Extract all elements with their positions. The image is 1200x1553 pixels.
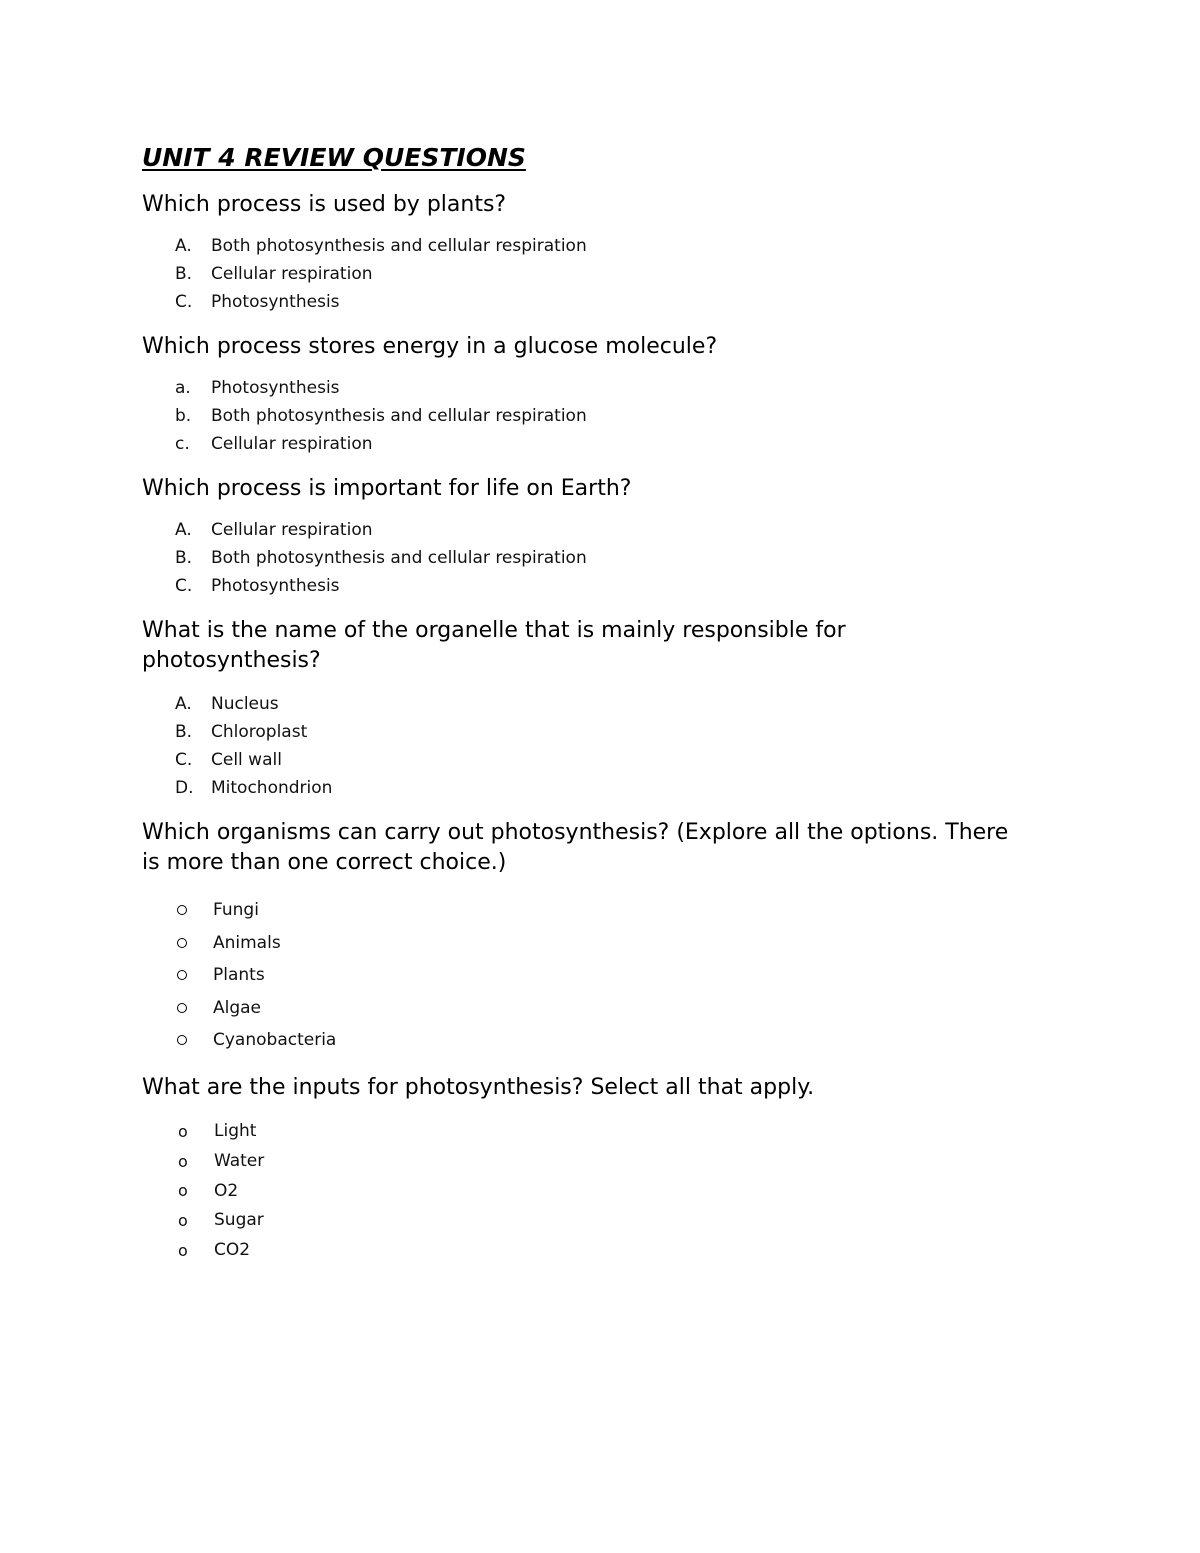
option-marker: B. — [175, 722, 193, 742]
option-marker: b. — [175, 406, 192, 426]
option-marker — [177, 905, 213, 915]
circle-bullet-icon — [177, 1035, 187, 1045]
question-text: Which process is important for life on Earth? — [142, 476, 632, 501]
option-marker: o — [178, 1210, 188, 1230]
option-item — [142, 544, 1042, 572]
question-block — [142, 616, 1042, 802]
option-text: Photosynthesis — [211, 292, 340, 312]
option-item — [142, 516, 1042, 544]
option-item — [142, 1235, 1042, 1265]
option-item — [142, 718, 1042, 746]
option-marker: B. — [175, 264, 193, 284]
option-text: Sugar — [214, 1210, 264, 1231]
question-block — [142, 474, 1042, 600]
option-marker: B. — [175, 548, 193, 568]
option-item — [142, 690, 1042, 718]
option-item — [142, 232, 1042, 260]
option-text: Plants — [213, 965, 265, 986]
option-item — [142, 774, 1042, 802]
option-marker: o — [178, 1151, 188, 1171]
option-item — [142, 260, 1042, 288]
option-marker: C. — [175, 576, 193, 596]
option-item — [142, 894, 1042, 927]
option-text: Photosynthesis — [211, 576, 340, 596]
option-text: CO2 — [214, 1240, 251, 1261]
option-item — [142, 959, 1042, 992]
option-list — [142, 232, 1042, 316]
page-title: UNIT 4 REVIEW QUESTIONS — [142, 143, 526, 172]
option-item — [142, 572, 1042, 600]
question-text: Which process is used by plants? — [142, 192, 507, 217]
question-text: Which organisms can carry out photosynthesis? (Explore all the options. There is more than one correct choice.) — [142, 820, 1009, 875]
option-text: O2 — [214, 1180, 239, 1201]
option-text: Fungi — [213, 900, 259, 921]
question-text: Which process stores energy in a glucose molecule? — [142, 334, 718, 359]
option-text: Water — [214, 1151, 265, 1172]
option-text: Animals — [213, 932, 281, 953]
option-text: Algae — [213, 997, 262, 1018]
option-list — [142, 690, 1042, 802]
option-item — [142, 927, 1042, 960]
circle-bullet-icon — [177, 1003, 187, 1013]
circle-bullet-icon — [177, 938, 187, 948]
option-text: Both photosynthesis and cellular respiration — [211, 548, 587, 568]
option-marker — [177, 1035, 213, 1045]
option-marker: o — [178, 1121, 188, 1141]
option-marker — [177, 970, 213, 980]
option-item — [142, 1024, 1042, 1057]
document-page — [142, 140, 1042, 1265]
option-marker: C. — [175, 292, 193, 312]
option-marker: A. — [175, 520, 192, 540]
option-list — [142, 374, 1042, 458]
option-list — [142, 1117, 1042, 1265]
option-item — [142, 1206, 1042, 1236]
option-marker — [177, 1003, 213, 1013]
option-item — [142, 288, 1042, 316]
option-list — [142, 894, 1042, 1057]
question-block — [142, 332, 1042, 458]
option-item — [142, 1117, 1042, 1147]
option-marker: c. — [175, 434, 190, 454]
option-text: Both photosynthesis and cellular respiration — [211, 236, 587, 256]
option-item — [142, 992, 1042, 1025]
option-marker — [177, 938, 213, 948]
option-marker: o — [178, 1181, 188, 1201]
option-text: Cellular respiration — [211, 434, 373, 454]
option-text: Cellular respiration — [211, 264, 373, 284]
option-item — [142, 402, 1042, 430]
option-text: Cell wall — [211, 750, 282, 770]
option-text: Both photosynthesis and cellular respiration — [211, 406, 587, 426]
question-text: What are the inputs for photosynthesis? Select all that apply. — [142, 1074, 815, 1100]
option-text: Nucleus — [211, 694, 279, 714]
option-text: Cellular respiration — [211, 520, 373, 540]
option-item — [142, 1176, 1042, 1206]
option-marker: A. — [175, 694, 192, 714]
question-block — [142, 190, 1042, 316]
circle-bullet-icon — [177, 970, 187, 980]
option-text: Chloroplast — [211, 722, 308, 742]
option-marker: D. — [175, 778, 194, 798]
circle-bullet-icon — [177, 905, 187, 915]
question-block — [142, 1073, 1042, 1265]
option-item — [142, 1146, 1042, 1176]
option-marker: o — [178, 1240, 188, 1260]
option-item — [142, 430, 1042, 458]
option-item — [142, 374, 1042, 402]
option-text: Light — [214, 1121, 257, 1142]
option-list — [142, 516, 1042, 600]
option-item — [142, 746, 1042, 774]
option-marker: C. — [175, 750, 193, 770]
option-text: Cyanobacteria — [213, 1030, 337, 1051]
question-block — [142, 818, 1042, 1057]
option-text: Photosynthesis — [211, 378, 340, 398]
option-marker: a. — [175, 378, 191, 398]
option-text: Mitochondrion — [211, 778, 333, 798]
option-marker: A. — [175, 236, 192, 256]
question-text: What is the name of the organelle that is mainly responsible for photosynthesis? — [142, 618, 846, 673]
